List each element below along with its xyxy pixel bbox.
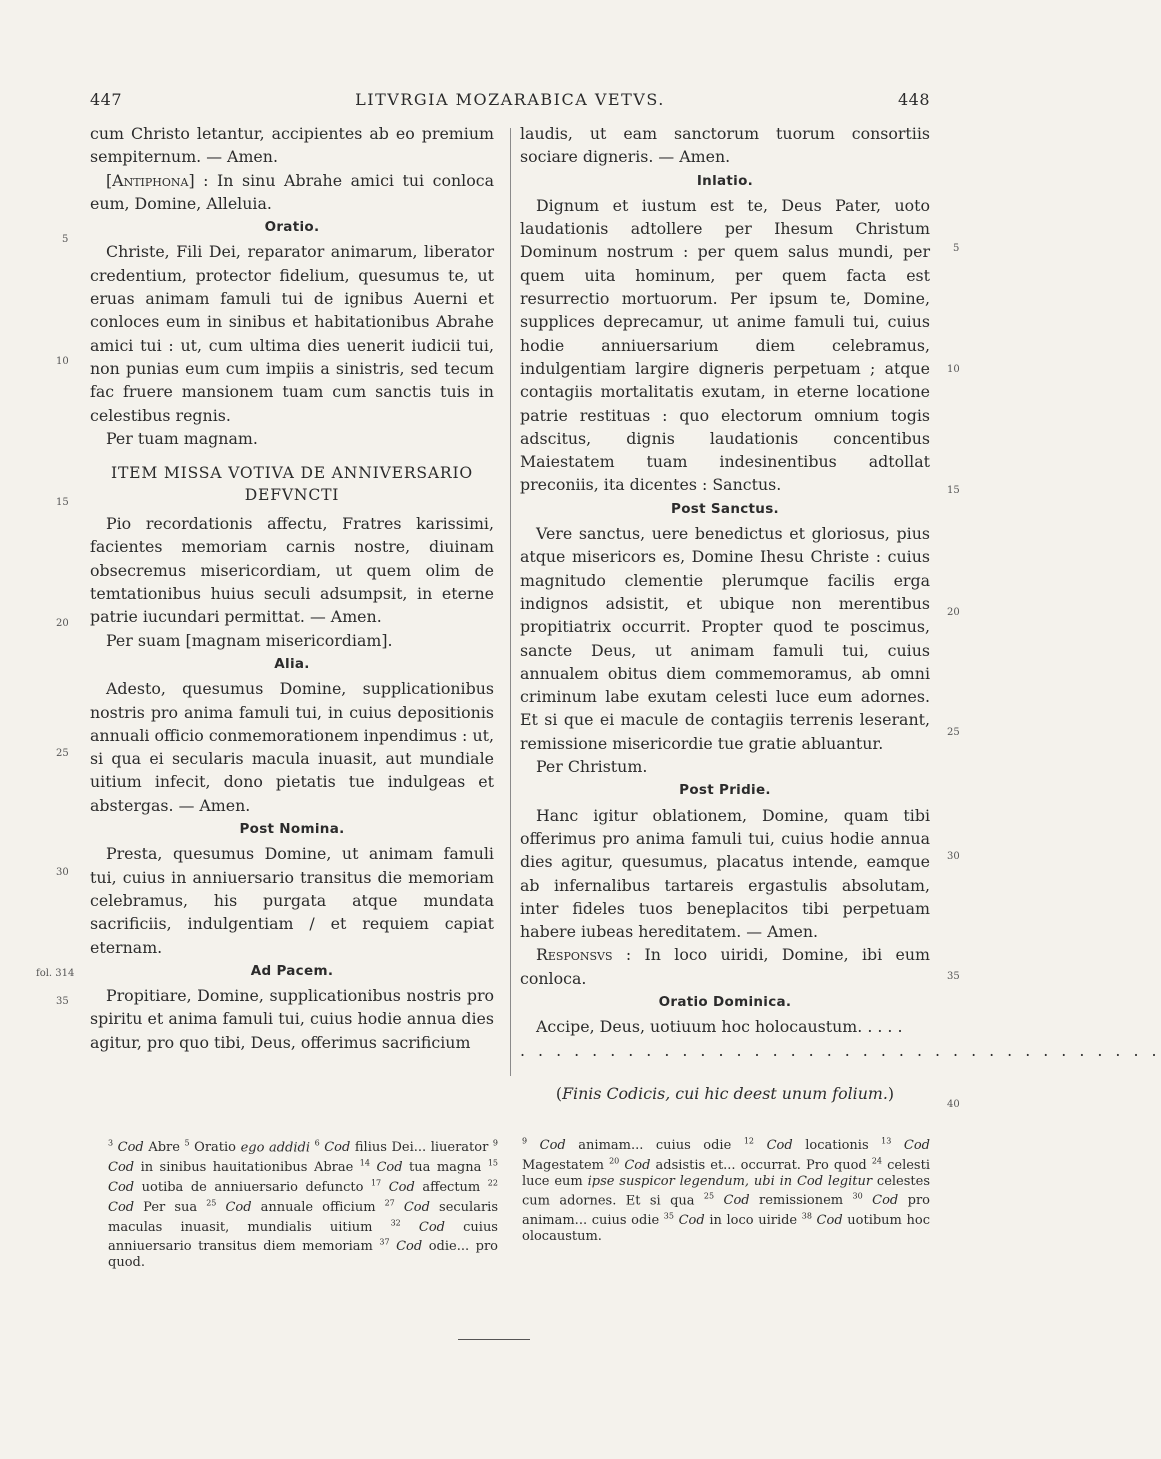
heading-post-nomina: Post Nomina. xyxy=(239,821,345,838)
paragraph: cum Christo letantur, accipientes ab eo premium sempiternum. — Amen. xyxy=(90,124,494,167)
footnote-codex-abbrev: Cod xyxy=(324,1140,351,1156)
footnote-text: locationis xyxy=(792,1138,882,1154)
footnote-codex-abbrev: Cod xyxy=(418,1219,445,1235)
left-column xyxy=(90,122,494,1054)
footnote xyxy=(185,1140,241,1155)
footnote-text: adsistis et... occurrat. Pro quod xyxy=(650,1158,872,1174)
footnote-number: 3 xyxy=(108,1139,114,1148)
line-number: 5 xyxy=(953,243,960,254)
paragraph-text: : In loco uiridi, Domine, ibi eum conloca. xyxy=(520,945,930,988)
line-number: 10 xyxy=(947,364,960,375)
footnote-number: 27 xyxy=(384,1198,395,1208)
footnote-codex-abbrev: Cod xyxy=(678,1213,705,1229)
footnote-codex-abbrev: Cod xyxy=(117,1140,144,1156)
section-title: ITEM MISSA VOTIVA DE ANNIVERSARIO DEFVNCTI xyxy=(110,464,474,505)
footnote-text: remissionem xyxy=(749,1193,853,1209)
footnote-number: 35 xyxy=(663,1211,674,1221)
footnote-number: 9 xyxy=(522,1137,528,1146)
footnote-text: in sinibus hauitationibus Abrae xyxy=(134,1160,360,1176)
paragraph: Christe, Fili Dei, reparator animarum, liberator credentium, protector fidelium, quesumus te, ut eruas animam famuli tui de ignibus Auerni et conloces eum in sinibus et habitationibus Abrahe amici tui : ut, cum ultima dies uenerit iudicii tui, non punias eum cum impiis a sinistris, sed tecum fac fruere mansionem tuam cum sanctis tuis in celestibus regnis. xyxy=(90,242,494,425)
line-number: 5 xyxy=(62,234,69,245)
footnote-codex-abbrev: Cod xyxy=(816,1213,843,1229)
footnote-number: 22 xyxy=(487,1178,498,1188)
paragraph xyxy=(520,943,930,990)
footnote xyxy=(664,1213,802,1228)
footnote-codex-abbrev: Cod xyxy=(396,1239,423,1255)
footnote-codex-abbrev: Cod xyxy=(388,1179,415,1195)
footnote-codex-abbrev: Cod xyxy=(108,1160,135,1176)
footnote-number: 30 xyxy=(852,1192,863,1202)
line-number: 35 xyxy=(56,996,69,1007)
footnote xyxy=(522,1138,744,1153)
paragraph xyxy=(90,169,494,216)
footnote-text: secularis maculas inuasit, mundialis uitium xyxy=(108,1199,499,1235)
line-number: 30 xyxy=(947,851,960,862)
footnote-codex-abbrev: Cod xyxy=(108,1199,135,1215)
line-number: 25 xyxy=(56,748,69,759)
footnote-number: 32 xyxy=(390,1218,401,1228)
footnote-codex-abbrev: ego addidi xyxy=(240,1140,310,1156)
line-number: 10 xyxy=(56,356,69,367)
paragraph: Per suam [magnam misericordiam]. xyxy=(106,630,393,650)
paragraph-text: : In sinu Abrahe amici tui conloca eum, Domine, Alleluia. xyxy=(90,170,494,213)
footnote xyxy=(744,1138,881,1153)
footnote-codex-abbrev: Cod xyxy=(403,1199,430,1215)
heading-oratio: Oratio. xyxy=(264,219,320,236)
footnote-text: celesti luce eum xyxy=(522,1158,930,1189)
footnote-number: 37 xyxy=(379,1238,390,1248)
footnote-text: in loco uiride xyxy=(704,1213,802,1229)
footnote-text: uotiba de anniuersario defuncto xyxy=(134,1179,371,1195)
line-number: 25 xyxy=(947,727,960,738)
footnote-text: animam... cuius odie xyxy=(565,1138,744,1154)
paragraph: Vere sanctus, uere benedictus et gloriosus, pius atque misericors es, Domine Ihesu Christe : cuius magnitudo clementie plerumque facilis erga indignos adsistit, et ubique non merentibus propitiatrix occurrit. Propter quod te poscimus, sancte Deus, ut animam famuli tui, cuius annualem obitus diem commemoramus, ab omni criminum labe exutam celesti luce eum adornes. Et si que ei macule de contagiis terrenis leserant, remissione misericordie tue gratie abluantur. xyxy=(520,524,930,753)
paragraph: Per Christum. xyxy=(536,757,648,777)
running-title: LITVRGIA MOZARABICA VETVS. xyxy=(355,90,665,109)
footnote xyxy=(315,1140,493,1155)
line-number: 15 xyxy=(56,497,69,508)
footnote xyxy=(371,1180,488,1195)
footnote-text: Abre xyxy=(143,1140,185,1156)
footnote xyxy=(206,1200,384,1215)
footnote-text: annuale officium xyxy=(251,1199,385,1215)
folio-number: fol. 314 xyxy=(36,968,75,979)
heading-inlatio: Inlatio. xyxy=(696,172,754,189)
footnote-number: 9 xyxy=(492,1139,498,1148)
footnote-number: 13 xyxy=(881,1137,892,1146)
footnote-text: Magestatem xyxy=(522,1158,610,1174)
heading-alia: Alia. xyxy=(274,655,310,672)
paragraph: Adesto, quesumus Domine, supplicationibus nostris pro anima famuli tui, in cuius depositionis annuali officio conmemorationem inpendimus : ut, si qua ei secularis macula inuasit, aut mundiale uitium infecit, dono pietatis tue indulgeas et abstergas. — Amen. xyxy=(90,679,494,815)
footnotes-right xyxy=(522,1134,930,1244)
heading-ad-pacem: Ad Pacem. xyxy=(250,962,334,979)
line-number: 15 xyxy=(947,485,960,496)
column-divider xyxy=(510,128,511,1076)
paragraph: Propitiare, Domine, supplicationibus nostris pro spiritu et anima famuli tui, cuius hodie annua dies agitur, pro quo tibi, Deus, offerimus sacrificium xyxy=(90,986,494,1052)
footnote-number: 14 xyxy=(359,1158,370,1168)
paragraph: Hanc igitur oblationem, Domine, quam tibi offerimus pro anima famuli tui, cuius hodie annua dies agitur, quesumus, placatus intende, eamque ab infernalibus tartareis ergastulis absolutam, inter fideles tuos beneplacitos tibi perpetuam habere iubeas hereditatem. — Amen. xyxy=(520,805,930,942)
line-number: 20 xyxy=(947,607,960,618)
paragraph: Accipe, Deus, uotiuum hoc holocaustum. . . . . xyxy=(536,1017,903,1037)
footnote xyxy=(609,1158,872,1173)
line-number: 30 xyxy=(56,867,69,878)
line-number: 35 xyxy=(947,971,960,982)
paragraph: Per tuam magnam. xyxy=(106,428,258,448)
page-number-right: 448 xyxy=(897,90,930,109)
footnote-codex-abbrev: Cod xyxy=(723,1193,750,1209)
heading-post-pridie: Post Pridie. xyxy=(679,782,771,799)
footnote-number: 20 xyxy=(609,1156,620,1166)
line-number: 20 xyxy=(56,618,69,629)
footnote-text: filius Dei... liuerator xyxy=(350,1140,493,1156)
footnote-number: 25 xyxy=(206,1198,217,1208)
footnote-codex-abbrev: Cod xyxy=(872,1193,899,1209)
footnote xyxy=(108,1140,185,1155)
footnote-codex-abbrev: Cod xyxy=(766,1138,793,1154)
page-number-left: 447 xyxy=(90,90,123,109)
finis-text: Finis Codicis, cui hic deest unum folium. xyxy=(562,1083,888,1103)
paragraph: Dignum et iustum est te, Deus Pater, uoto laudationis adtollere per Ihesum Christum Dominum nostrum : per quem salus mundi, per quem uita hominum, per quem facta est resurrectio mortuorum. Per ipsum te, Domine, supplices deprecamur, ut anime famuli tui, cuius hodie anniuersarium diem celebramus, indulgentiam largire digneris perpetuam ; atque contagiis mortalitatis exutam, in eterne locatione patrie restituas : quo electorum omnium togis adscitus, dignis laudationis concentibus Maiestatem tuam indesinentibus adtollat preconiis, ita dicentes : Sanctus. xyxy=(520,195,930,495)
footnote-text: cuius anniuersario transitus diem memoriam xyxy=(108,1219,498,1255)
footnote-codex-abbrev: ipse suspicor legendum, ubi in Cod legitur xyxy=(587,1173,873,1189)
heading-oratio-dominica: Oratio Dominica. xyxy=(658,993,792,1010)
lacuna-row xyxy=(520,1039,1161,1062)
footnote-number: 25 xyxy=(703,1192,715,1202)
lacuna-dots: . . . . . . . . . . . . . . . . . . . . . . . . . . . . . . . . . . . . xyxy=(520,1040,1161,1060)
footnote-text: uotibum hoc olocaustum. xyxy=(522,1213,930,1244)
footnote-codex-abbrev: Cod xyxy=(903,1138,931,1154)
footnote-codex-abbrev: Cod xyxy=(376,1160,403,1176)
footnote-text: affectum xyxy=(414,1179,488,1195)
line-number: 40 xyxy=(947,1099,960,1110)
footnote-text: tua magna xyxy=(402,1160,488,1176)
paragraph: Presta, quesumus Domine, ut animam famuli tui, cuius in anniuersario transitus die memoriam celebramus, his purgata atque mundata sacrificiis, indulgentiam / et requiem capiat eternam. xyxy=(90,844,494,957)
rubric-label: [Antiphona] xyxy=(106,170,195,190)
footnote-number: 38 xyxy=(801,1211,812,1221)
footnote xyxy=(704,1193,853,1208)
rubric-label: Responsvs xyxy=(536,945,613,965)
footnote-number: 17 xyxy=(370,1178,382,1188)
bottom-rule xyxy=(458,1339,530,1340)
footnote-number: 12 xyxy=(743,1137,755,1146)
footnote-number: 6 xyxy=(314,1139,320,1148)
heading-post-sanctus: Post Sanctus. xyxy=(671,500,779,517)
finis-note: (Finis Codicis, cui hic deest unum folium.) xyxy=(555,1083,895,1103)
paragraph: laudis, ut eam sanctorum tuorum consortiis sociare digneris. — Amen. xyxy=(520,124,930,167)
footnote-text: celestes cum adornes. Et si qua xyxy=(522,1173,930,1209)
footnote-text: Per sua xyxy=(134,1199,207,1215)
footnote-codex-abbrev: Cod xyxy=(225,1199,252,1215)
footnote-codex-abbrev: Cod xyxy=(539,1138,566,1154)
footnote-number: 24 xyxy=(871,1156,883,1166)
footnote-codex-abbrev: Cod xyxy=(108,1179,135,1195)
footnote xyxy=(241,1140,315,1155)
footnotes-left xyxy=(108,1136,498,1270)
footnote-text: odie... pro quod. xyxy=(108,1239,498,1270)
page-header xyxy=(90,90,930,114)
footnote-text: pro animam... cuius odie xyxy=(522,1193,930,1229)
footnote xyxy=(360,1160,488,1175)
footnote-codex-abbrev: Cod xyxy=(624,1158,651,1174)
paragraph: Pio recordationis affectu, Fratres karissimi, facientes memoriam carnis nostre, diuinam obsecremus misericordiam, ut quem olim de temtationibus huius seculi adsumpsit, in eterne patrie iucundari permittat. — Amen. xyxy=(90,514,494,627)
footnote-number: 15 xyxy=(487,1158,498,1168)
footnote-number: 5 xyxy=(184,1139,190,1148)
footnote-text: Oratio xyxy=(194,1140,241,1156)
